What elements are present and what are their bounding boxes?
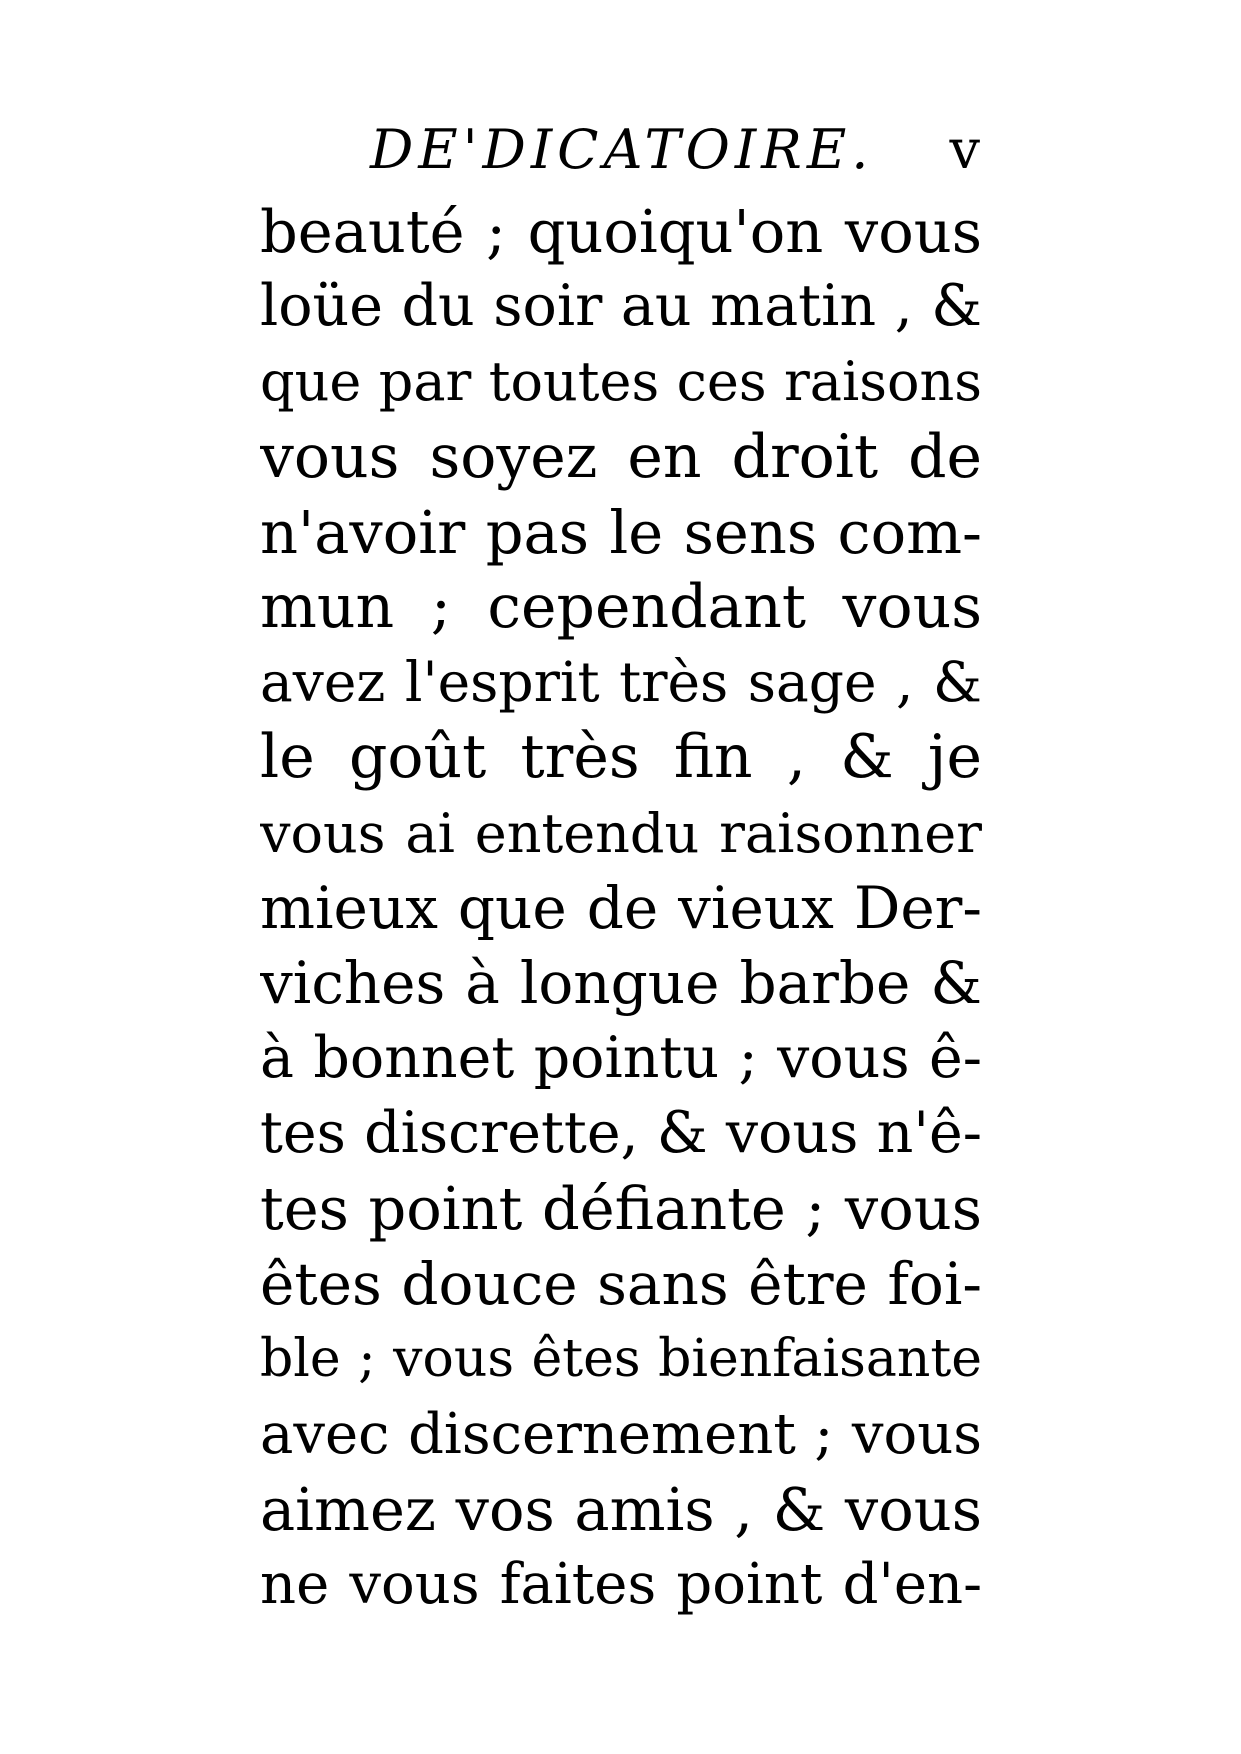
text-line: beauté ; quoiqu'on vous	[260, 197, 982, 266]
page-number: v	[949, 118, 980, 181]
text-line: ne vous faites point d'en-	[260, 1552, 982, 1618]
text-line: avez l'esprit très sage , &	[260, 650, 982, 715]
running-head: DE'DICATOIRE.	[370, 118, 874, 181]
text-line: que par toutes ces raisons	[260, 350, 982, 414]
text-line: avec discernement ; vous	[260, 1402, 982, 1467]
text-line: aimez vos amis , & vous	[260, 1475, 982, 1545]
text-line: tes discrette, & vous n'ê-	[260, 1100, 982, 1167]
text-line: n'avoir pas le sens com-	[260, 497, 982, 567]
text-line: mieux que de vieux Der-	[260, 873, 982, 942]
text-line: à bonnet pointu ; vous ê-	[260, 1025, 982, 1092]
body-text	[260, 194, 982, 1623]
text-line: mun ; cependant vous	[260, 571, 982, 642]
text-line: loüe du soir au matin , &	[260, 273, 982, 340]
text-line: le goût très fin , & je	[260, 722, 982, 793]
text-line: êtes douce sans être foi-	[260, 1249, 982, 1318]
text-line: vous soyez en droit de	[260, 421, 982, 492]
text-line: vous ai entendu raisonner	[260, 801, 982, 865]
text-line: viches à longue barbe &	[260, 948, 982, 1017]
text-line: tes point défiante ; vous	[260, 1174, 982, 1244]
page-header	[370, 115, 980, 185]
text-line: ble ; vous êtes bienfaisante	[260, 1328, 982, 1389]
